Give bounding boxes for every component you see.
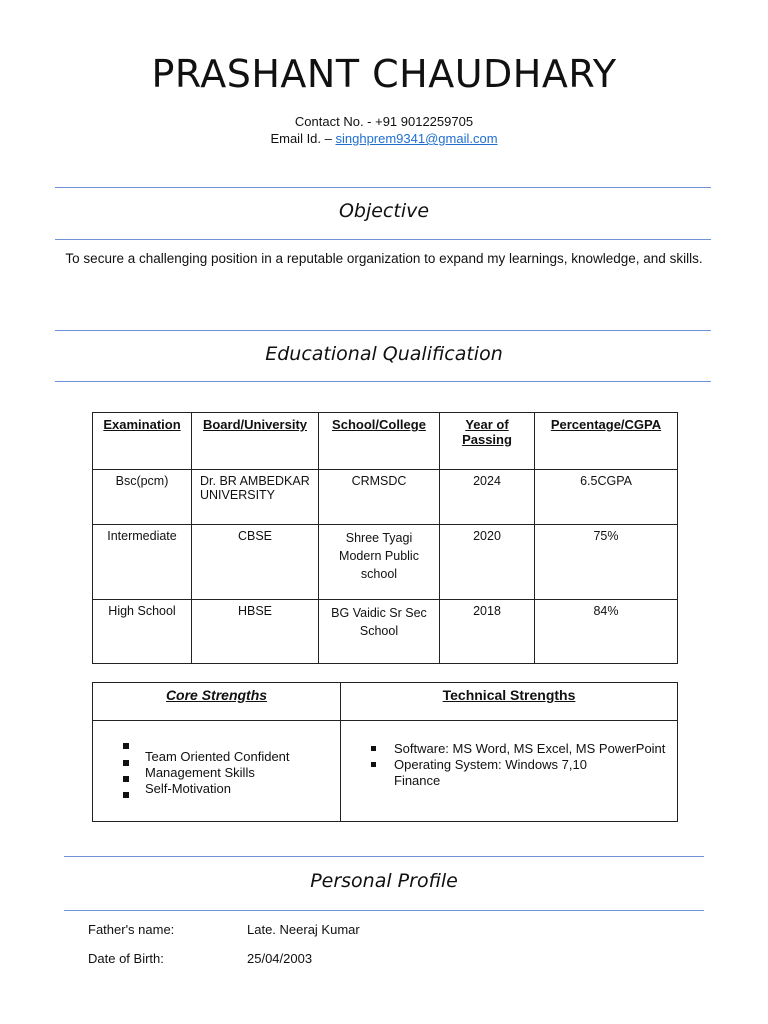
- email-link[interactable]: singhprem9341@gmail.com: [335, 131, 498, 146]
- core-strength-item: Management Skills: [145, 765, 255, 780]
- col-header: Examination: [93, 413, 192, 470]
- contact-email-line: [0, 131, 768, 146]
- table-cell: 2020: [440, 525, 535, 600]
- table-cell: 2018: [440, 600, 535, 664]
- dob-label: Date of Birth:: [88, 951, 164, 966]
- table-cell: CBSE: [192, 525, 319, 600]
- bullet-icon: [123, 776, 129, 782]
- bullet-icon: [123, 792, 129, 798]
- table-cell: 2024: [440, 470, 535, 525]
- table-row: [93, 470, 678, 525]
- table-cell: Bsc(pcm): [93, 470, 192, 525]
- candidate-name: PRASHANT CHAUDHARY: [151, 52, 617, 96]
- technical-strengths-title: Technical Strengths: [341, 683, 678, 721]
- core-strengths-title: Core Strengths: [93, 683, 341, 721]
- table-cell: Shree Tyagi Modern Public school: [319, 525, 440, 600]
- strengths-header-row: [93, 683, 678, 721]
- core-strengths-cell: [93, 721, 341, 822]
- table-cell: High School: [93, 600, 192, 664]
- contact-phone: Contact No. - +91 9012259705: [294, 114, 474, 129]
- table-cell: 6.5CGPA: [535, 470, 678, 525]
- objective-text: To secure a challenging position in a reputable organization to expand my learnings, knowledge, and skills.: [65, 251, 703, 266]
- technical-strengths-cell: [341, 721, 678, 822]
- col-header: Board/University: [192, 413, 319, 470]
- table-cell: BG Vaidic Sr Sec School: [319, 600, 440, 664]
- divider: [64, 856, 704, 857]
- bullet-icon: [123, 743, 129, 749]
- education-title: Educational Qualification: [265, 343, 503, 365]
- core-strength-item: Team Oriented Confident: [145, 749, 290, 764]
- table-cell: 84%: [535, 600, 678, 664]
- table-cell: Intermediate: [93, 525, 192, 600]
- fathers-name-value: Late. Neeraj Kumar: [247, 922, 360, 937]
- technical-strength-item: Software: MS Word, MS Excel, MS PowerPoint: [394, 741, 666, 756]
- technical-strength-item: Operating System: Windows 7,10: [394, 757, 587, 772]
- divider: [55, 381, 711, 382]
- objective-title: Objective: [338, 200, 430, 222]
- technical-strength-item: Finance: [394, 773, 441, 788]
- core-strength-item: Self-Motivation: [145, 781, 231, 796]
- education-table: [92, 412, 678, 664]
- bullet-icon: [123, 760, 129, 766]
- col-header: Year of Passing: [440, 413, 535, 470]
- fathers-name-label: Father's name:: [88, 922, 175, 937]
- dob-value: 25/04/2003: [247, 951, 313, 966]
- divider: [55, 239, 711, 240]
- table-row: [93, 525, 678, 600]
- col-header: Percentage/CGPA: [535, 413, 678, 470]
- col-header: School/College: [319, 413, 440, 470]
- education-header-row: [93, 413, 678, 470]
- divider: [64, 910, 704, 911]
- email-label: Email Id. –: [270, 131, 336, 146]
- table-row: [93, 600, 678, 664]
- table-cell: Dr. BR AMBEDKAR UNIVERSITY: [192, 470, 319, 525]
- table-cell: 75%: [535, 525, 678, 600]
- strengths-content-row: [93, 721, 678, 822]
- table-cell: CRMSDC: [319, 470, 440, 525]
- bullet-icon: [371, 762, 376, 767]
- table-cell: HBSE: [192, 600, 319, 664]
- profile-title: Personal Profile: [310, 870, 458, 892]
- strengths-table: [92, 682, 678, 822]
- divider: [55, 330, 711, 331]
- bullet-icon: [371, 746, 376, 751]
- divider: [55, 187, 711, 188]
